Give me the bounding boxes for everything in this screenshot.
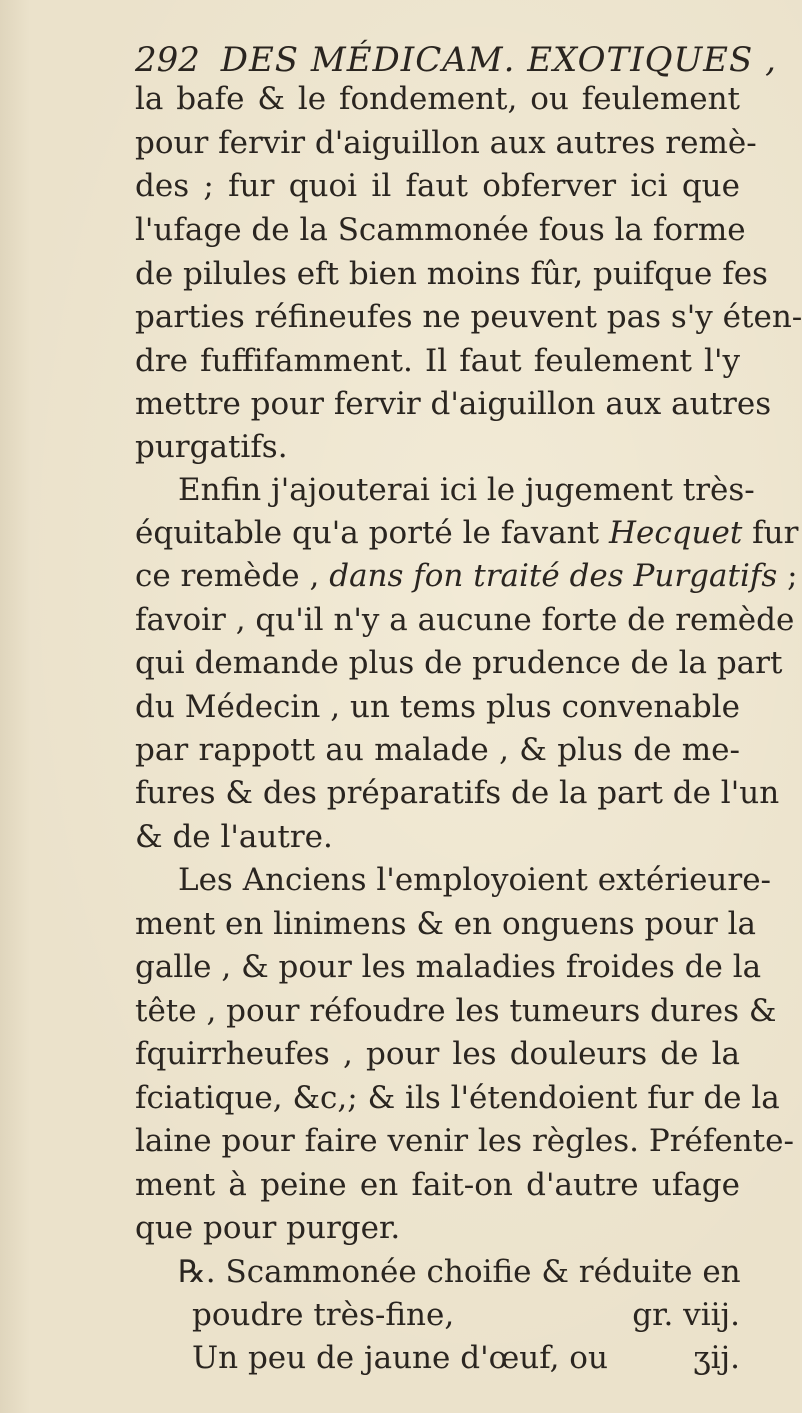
recipe-line: ℞. Scammonée choifie & réduite en	[178, 1254, 741, 1290]
page-number: 292	[135, 40, 200, 80]
work-title: dans fon traité des Purgatifs	[329, 558, 778, 594]
author-name: Hecquet	[608, 515, 743, 551]
ingredient-label: Un peu de jaune d'œuf, ou	[192, 1340, 608, 1376]
text-line: par rappott au malade , & plus de me-	[135, 732, 740, 768]
text-line: purgatifs.	[135, 429, 288, 465]
recipe-ingredient	[192, 1336, 740, 1380]
text-line: Enfin j'ajouterai ici le jugement très-	[178, 472, 755, 508]
text-line: tête , pour réfoudre les tumeurs dures &	[135, 993, 777, 1029]
text-line: fquirrheufes , pour les douleurs de la	[135, 1036, 740, 1072]
running-title: DES MÉDICAM. EXOTIQUES ,	[220, 40, 777, 80]
text-line: que pour purger.	[135, 1210, 401, 1246]
text-line: ment en linimens & en onguens pour la	[135, 906, 757, 942]
text-line: qui demande plus de prudence de la part	[135, 645, 783, 681]
text-line: ce remède , dans fon traité des Purgatifs ;	[135, 558, 798, 594]
recipe-ingredient	[192, 1293, 740, 1337]
text-line: Les Anciens l'employoient extérieure-	[178, 862, 772, 898]
text-line: parties réfineufes ne peuvent pas s'y éten-	[135, 299, 802, 335]
text-line: l'ufage de la Scammonée fous la forme	[135, 212, 746, 248]
text-line: fures & des préparatifs de la part de l'un	[135, 775, 780, 811]
text-line: pour fervir d'aiguillon aux autres remè-	[135, 125, 757, 161]
text-line: galle , & pour les maladies froides de la	[135, 949, 762, 985]
text-line: & de l'autre.	[135, 819, 333, 855]
text-line: ment à peine en fait-on d'autre ufage	[135, 1167, 740, 1203]
ingredient-label: poudre très-fine,	[192, 1297, 455, 1333]
ingredient-amount: gr. viij.	[632, 1297, 740, 1333]
text-line: la bafe & le fondement, ou feulement	[135, 81, 740, 117]
ingredient-amount: ʒij.	[693, 1340, 740, 1376]
text-line: du Médecin , un tems plus convenable	[135, 689, 740, 725]
text-line: laine pour faire venir les règles. Préfente-	[135, 1123, 794, 1159]
text-line: mettre pour fervir d'aiguillon aux autres	[135, 386, 772, 422]
text-line: équitable qu'a porté le favant Hecquet fur	[135, 515, 799, 551]
text-line: favoir , qu'il n'y a aucune forte de remède	[135, 602, 795, 638]
text-line: de pilules eft bien moins fûr, puifque fes	[135, 256, 768, 292]
text-line: des ; fur quoi il faut obferver ici que	[135, 168, 740, 204]
text-line: fciatique, &c,; & ils l'étendoient fur de la	[135, 1080, 780, 1116]
text-line: dre fuffifamment. Il faut feulement l'y	[135, 343, 740, 379]
